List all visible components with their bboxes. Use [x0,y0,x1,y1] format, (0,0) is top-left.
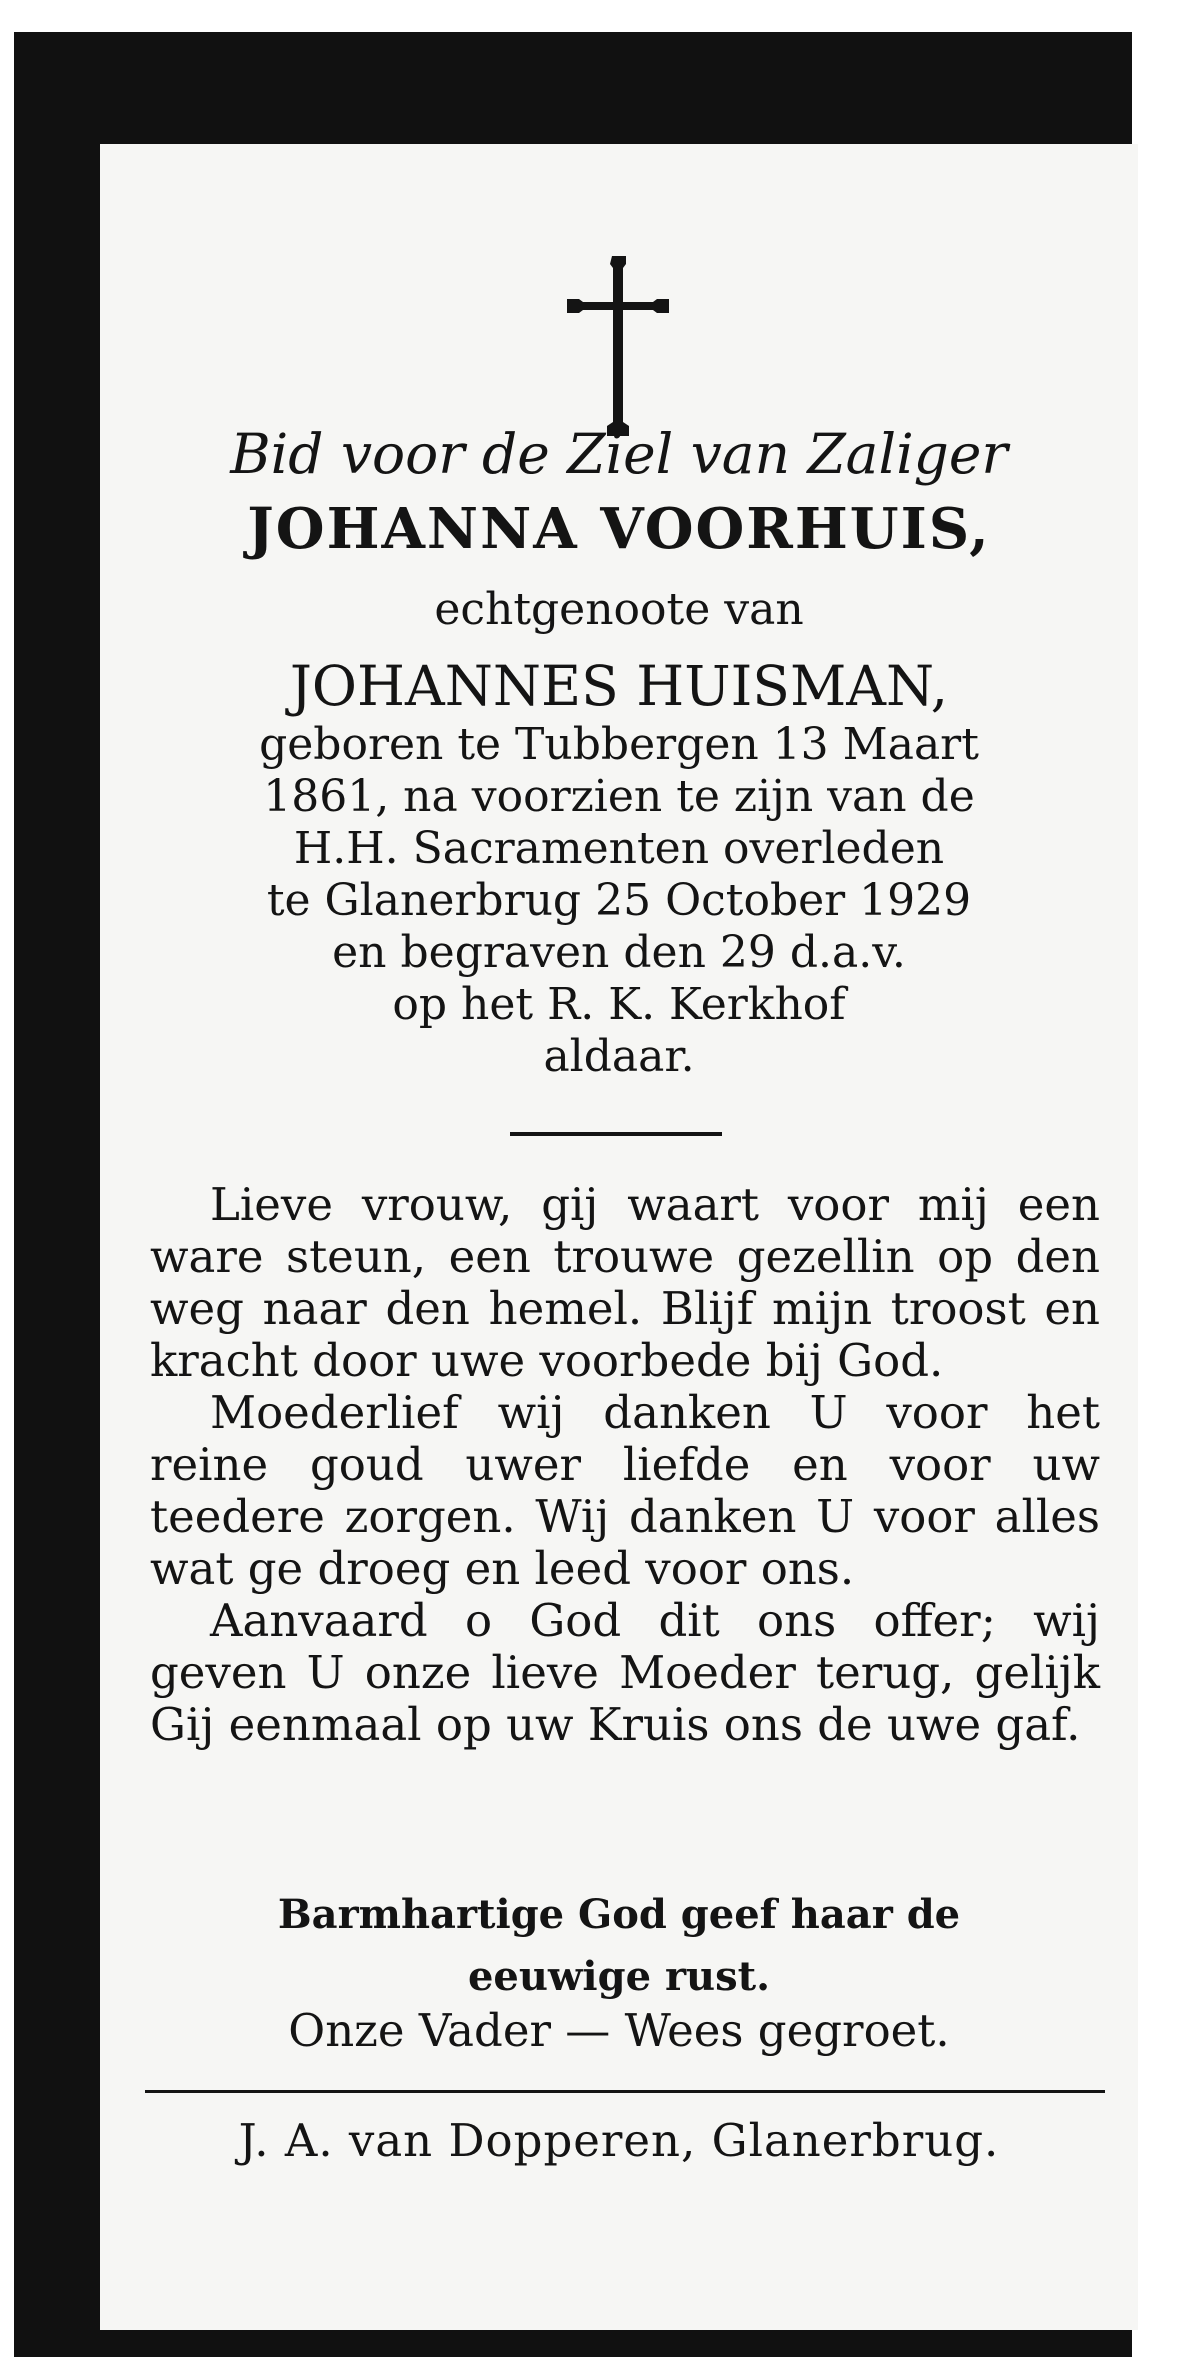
deceased-name: JOHANNA VOORHUIS, [247,496,991,562]
bio-line: te Glanerbrug 25 October 1929 [266,875,972,926]
poem-paragraph: Aanvaard o God dit ons offer; wij geven U onze lieve Moeder terug, gelijk Gij eenmaal op uw Kruis ons de uwe gaf. [150,1594,1100,1751]
footer-rule [145,2090,1105,2093]
biography [100,719,1138,1083]
prayer-line: eeuwige rust. [467,1953,771,2000]
mourning-border [14,32,1132,2357]
closing-prayers: Onze Vader — Wees gegroet. [288,2004,950,2057]
poem-paragraph: Lieve vrouw, gij waart voor mij een ware steun, een trouwe gezellin op den weg naar den hemel. Blijf mijn troost en kracht door uwe voorbede bij God. [150,1178,1100,1387]
bio-line: op het R. K. Kerkhof [392,979,846,1030]
poem-paragraph: Moederlief wij danken U voor het reine goud uwer liefde en voor uw teedere zorgen. Wij danken U voor alles wat ge droeg en leed voor ons. [150,1386,1100,1595]
bio-line: 1861, na voorzien te zijn van de [263,771,975,822]
intro-line: Bid voor de Ziel van Zaliger [230,422,1008,486]
bio-line: H.H. Sacramenten overleden [293,823,945,874]
memorial-text [150,1179,1100,1751]
bio-line: aldaar. [543,1031,695,1082]
section-divider [510,1132,722,1136]
spouse-label: echtgenoote van [434,584,804,635]
cross-icon [565,256,673,436]
final-prayer [100,1884,1138,2008]
bio-line: geboren te Tubbergen 13 Maart [259,719,979,770]
spouse-name: JOHANNES HUISMAN, [289,654,949,718]
memorial-card [100,144,1138,2330]
printer-credit: J. A. van Dopperen, Glanerbrug. [238,2114,1000,2167]
bio-line: en begraven den 29 d.a.v. [332,927,906,978]
prayer-line: Barmhartige God geef haar de [277,1891,961,1938]
